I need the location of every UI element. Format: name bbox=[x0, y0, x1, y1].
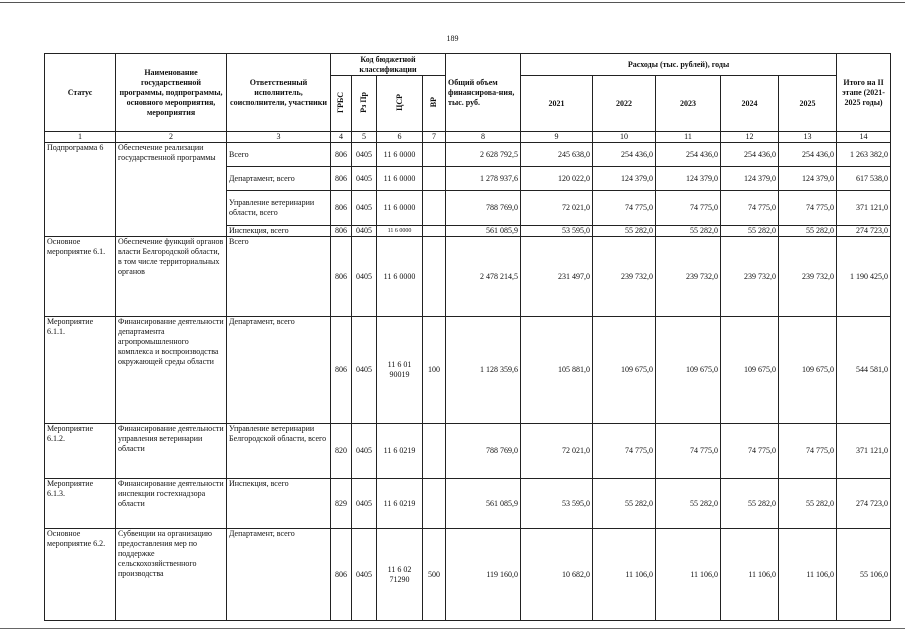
row-2023: 55 282,0 bbox=[656, 479, 721, 529]
row-grbs: 806 bbox=[331, 191, 352, 226]
table-row bbox=[45, 479, 891, 529]
header-name: Наименование государственной программы, подпрограммы, основного мероприятия, мероприятия bbox=[116, 54, 227, 132]
header-status: Статус bbox=[45, 54, 116, 132]
page-number: 189 bbox=[446, 34, 459, 43]
row-stage: 617 538,0 bbox=[837, 167, 891, 191]
row-grbs: 820 bbox=[331, 424, 352, 479]
row-2024: 74 775,0 bbox=[721, 191, 779, 226]
row-vr bbox=[423, 479, 446, 529]
row-2022: 11 106,0 bbox=[593, 529, 656, 621]
column-number: 13 bbox=[779, 132, 837, 143]
row-total: 561 085,9 bbox=[446, 226, 521, 237]
row-total: 119 160,0 bbox=[446, 529, 521, 621]
column-number: 2 bbox=[116, 132, 227, 143]
row-status: Мероприятие 6.1.2. bbox=[45, 424, 116, 479]
row-csr: 11 6 0000 bbox=[377, 226, 423, 237]
row-status: Основное мероприятие 6.1. bbox=[45, 237, 116, 317]
row-name: Финансирование деятельности департамента агропромышленного комплекса и воспроизводства окружающей среды области bbox=[116, 317, 227, 424]
table-row bbox=[45, 529, 891, 621]
table-row bbox=[45, 237, 891, 317]
row-2025: 239 732,0 bbox=[779, 237, 837, 317]
row-stage: 1 263 382,0 bbox=[837, 143, 891, 167]
row-2023: 74 775,0 bbox=[656, 191, 721, 226]
column-number: 11 bbox=[656, 132, 721, 143]
row-2022: 239 732,0 bbox=[593, 237, 656, 317]
row-executor: Департамент, всего bbox=[227, 529, 331, 621]
row-2022: 55 282,0 bbox=[593, 479, 656, 529]
row-2022: 254 436,0 bbox=[593, 143, 656, 167]
column-number: 5 bbox=[352, 132, 377, 143]
header-csr: ЦСР bbox=[377, 76, 423, 132]
row-stage: 274 723,0 bbox=[837, 479, 891, 529]
row-2023: 55 282,0 bbox=[656, 226, 721, 237]
row-2025: 74 775,0 bbox=[779, 191, 837, 226]
row-stage: 371 121,0 bbox=[837, 424, 891, 479]
row-grbs: 806 bbox=[331, 317, 352, 424]
row-2025: 254 436,0 bbox=[779, 143, 837, 167]
row-stage: 371 121,0 bbox=[837, 191, 891, 226]
column-number: 9 bbox=[521, 132, 593, 143]
row-total: 561 085,9 bbox=[446, 479, 521, 529]
row-stage: 274 723,0 bbox=[837, 226, 891, 237]
row-stage: 55 106,0 bbox=[837, 529, 891, 621]
row-2024: 239 732,0 bbox=[721, 237, 779, 317]
header-stage-total: Итого на II этапе (2021-2025 годы) bbox=[837, 54, 891, 132]
row-2024: 254 436,0 bbox=[721, 143, 779, 167]
row-executor: Инспекция, всего bbox=[227, 226, 331, 237]
row-name: Обеспечение функций органов власти Белгородской области, в том числе территориальных органов bbox=[116, 237, 227, 317]
row-2021: 231 497,0 bbox=[521, 237, 593, 317]
row-2023: 11 106,0 bbox=[656, 529, 721, 621]
row-2021: 105 881,0 bbox=[521, 317, 593, 424]
row-2023: 254 436,0 bbox=[656, 143, 721, 167]
column-number: 4 bbox=[331, 132, 352, 143]
row-2022: 74 775,0 bbox=[593, 191, 656, 226]
column-number: 12 bbox=[721, 132, 779, 143]
row-executor: Управление ветеринарии области, всего bbox=[227, 191, 331, 226]
row-2023: 124 379,0 bbox=[656, 167, 721, 191]
row-stage: 544 581,0 bbox=[837, 317, 891, 424]
header-expenses: Расходы (тыс. рублей), годы bbox=[521, 54, 837, 76]
header-grbs: ГРБС bbox=[331, 76, 352, 132]
page-bottom-border bbox=[0, 628, 905, 629]
row-2022: 74 775,0 bbox=[593, 424, 656, 479]
row-name: Финансирование деятельности инспекции гостехнадзора области bbox=[116, 479, 227, 529]
row-executor: Департамент, всего bbox=[227, 317, 331, 424]
column-number: 6 bbox=[377, 132, 423, 143]
row-csr: 11 6 0000 bbox=[377, 191, 423, 226]
row-total: 1 278 937,6 bbox=[446, 167, 521, 191]
row-grbs: 806 bbox=[331, 226, 352, 237]
page-top-border bbox=[0, 2, 905, 3]
row-total: 788 769,0 bbox=[446, 424, 521, 479]
row-rzpr: 0405 bbox=[352, 479, 377, 529]
header-total-funding: Общий объем финансирова-ния, тыс. руб. bbox=[446, 54, 521, 132]
row-executor: Всего bbox=[227, 237, 331, 317]
row-executor: Всего bbox=[227, 143, 331, 167]
row-2025: 109 675,0 bbox=[779, 317, 837, 424]
row-2023: 74 775,0 bbox=[656, 424, 721, 479]
row-rzpr: 0405 bbox=[352, 143, 377, 167]
header-vr: ВР bbox=[423, 76, 446, 132]
row-vr bbox=[423, 143, 446, 167]
row-csr: 11 6 0000 bbox=[377, 143, 423, 167]
row-status: Мероприятие 6.1.3. bbox=[45, 479, 116, 529]
row-2024: 109 675,0 bbox=[721, 317, 779, 424]
row-executor: Инспекция, всего bbox=[227, 479, 331, 529]
column-number: 14 bbox=[837, 132, 891, 143]
header-year-2025: 2025 bbox=[779, 76, 837, 132]
row-grbs: 829 bbox=[331, 479, 352, 529]
row-vr bbox=[423, 167, 446, 191]
row-2024: 124 379,0 bbox=[721, 167, 779, 191]
row-executor: Управление ветеринарии Белгородской области, всего bbox=[227, 424, 331, 479]
table-row bbox=[45, 143, 891, 167]
row-2024: 55 282,0 bbox=[721, 226, 779, 237]
header-year-2021: 2021 bbox=[521, 76, 593, 132]
row-2021: 53 595,0 bbox=[521, 479, 593, 529]
column-number: 7 bbox=[423, 132, 446, 143]
row-status: Мероприятие 6.1.1. bbox=[45, 317, 116, 424]
row-grbs: 806 bbox=[331, 143, 352, 167]
row-name: Субвенции на организацию предоставления мер по поддержке сельскохозяйственного производства bbox=[116, 529, 227, 621]
header-year-2023: 2023 bbox=[656, 76, 721, 132]
row-2021: 53 595,0 bbox=[521, 226, 593, 237]
row-2025: 74 775,0 bbox=[779, 424, 837, 479]
row-2025: 55 282,0 bbox=[779, 226, 837, 237]
column-number: 10 bbox=[593, 132, 656, 143]
row-name: Обеспечение реализации государственной программы bbox=[116, 143, 227, 237]
row-total: 2 478 214,5 bbox=[446, 237, 521, 317]
row-executor: Департамент, всего bbox=[227, 167, 331, 191]
header-budget-code: Код бюджетной классификации bbox=[331, 54, 446, 76]
row-2023: 109 675,0 bbox=[656, 317, 721, 424]
row-2025: 55 282,0 bbox=[779, 479, 837, 529]
row-csr: 11 6 0219 bbox=[377, 479, 423, 529]
row-vr: 100 bbox=[423, 317, 446, 424]
row-csr: 11 6 01 90019 bbox=[377, 317, 423, 424]
row-vr: 500 bbox=[423, 529, 446, 621]
row-total: 1 128 359,6 bbox=[446, 317, 521, 424]
row-vr bbox=[423, 191, 446, 226]
row-2021: 72 021,0 bbox=[521, 191, 593, 226]
financing-table bbox=[44, 53, 891, 621]
row-2025: 124 379,0 bbox=[779, 167, 837, 191]
row-csr: 11 6 0000 bbox=[377, 237, 423, 317]
row-2024: 11 106,0 bbox=[721, 529, 779, 621]
row-2022: 55 282,0 bbox=[593, 226, 656, 237]
row-grbs: 806 bbox=[331, 167, 352, 191]
row-stage: 1 190 425,0 bbox=[837, 237, 891, 317]
row-csr: 11 6 0000 bbox=[377, 167, 423, 191]
row-vr bbox=[423, 424, 446, 479]
column-number-row bbox=[45, 132, 891, 143]
table-row bbox=[45, 317, 891, 424]
row-rzpr: 0405 bbox=[352, 191, 377, 226]
row-vr bbox=[423, 226, 446, 237]
row-2021: 72 021,0 bbox=[521, 424, 593, 479]
row-2024: 55 282,0 bbox=[721, 479, 779, 529]
row-2024: 74 775,0 bbox=[721, 424, 779, 479]
row-2021: 120 022,0 bbox=[521, 167, 593, 191]
row-2021: 245 638,0 bbox=[521, 143, 593, 167]
header-year-2024: 2024 bbox=[721, 76, 779, 132]
row-rzpr: 0405 bbox=[352, 317, 377, 424]
row-grbs: 806 bbox=[331, 237, 352, 317]
row-grbs: 806 bbox=[331, 529, 352, 621]
row-total: 788 769,0 bbox=[446, 191, 521, 226]
row-csr: 11 6 0219 bbox=[377, 424, 423, 479]
header-rzpr: Рз Пр bbox=[352, 76, 377, 132]
row-rzpr: 0405 bbox=[352, 237, 377, 317]
row-2021: 10 682,0 bbox=[521, 529, 593, 621]
row-2025: 11 106,0 bbox=[779, 529, 837, 621]
column-number: 8 bbox=[446, 132, 521, 143]
row-total: 2 628 792,5 bbox=[446, 143, 521, 167]
row-rzpr: 0405 bbox=[352, 424, 377, 479]
row-csr: 11 6 02 71290 bbox=[377, 529, 423, 621]
table-row bbox=[45, 424, 891, 479]
row-2022: 124 379,0 bbox=[593, 167, 656, 191]
row-rzpr: 0405 bbox=[352, 529, 377, 621]
row-2022: 109 675,0 bbox=[593, 317, 656, 424]
header-executor: Ответственный исполнитель, соисполнители, участники bbox=[227, 54, 331, 132]
column-number: 1 bbox=[45, 132, 116, 143]
row-2023: 239 732,0 bbox=[656, 237, 721, 317]
row-status: Подпрограмма 6 bbox=[45, 143, 116, 237]
header-year-2022: 2022 bbox=[593, 76, 656, 132]
column-number: 3 bbox=[227, 132, 331, 143]
row-name: Финансирование деятельности управления ветеринарии области bbox=[116, 424, 227, 479]
row-rzpr: 0405 bbox=[352, 226, 377, 237]
row-vr bbox=[423, 237, 446, 317]
row-rzpr: 0405 bbox=[352, 167, 377, 191]
row-status: Основное мероприятие 6.2. bbox=[45, 529, 116, 621]
